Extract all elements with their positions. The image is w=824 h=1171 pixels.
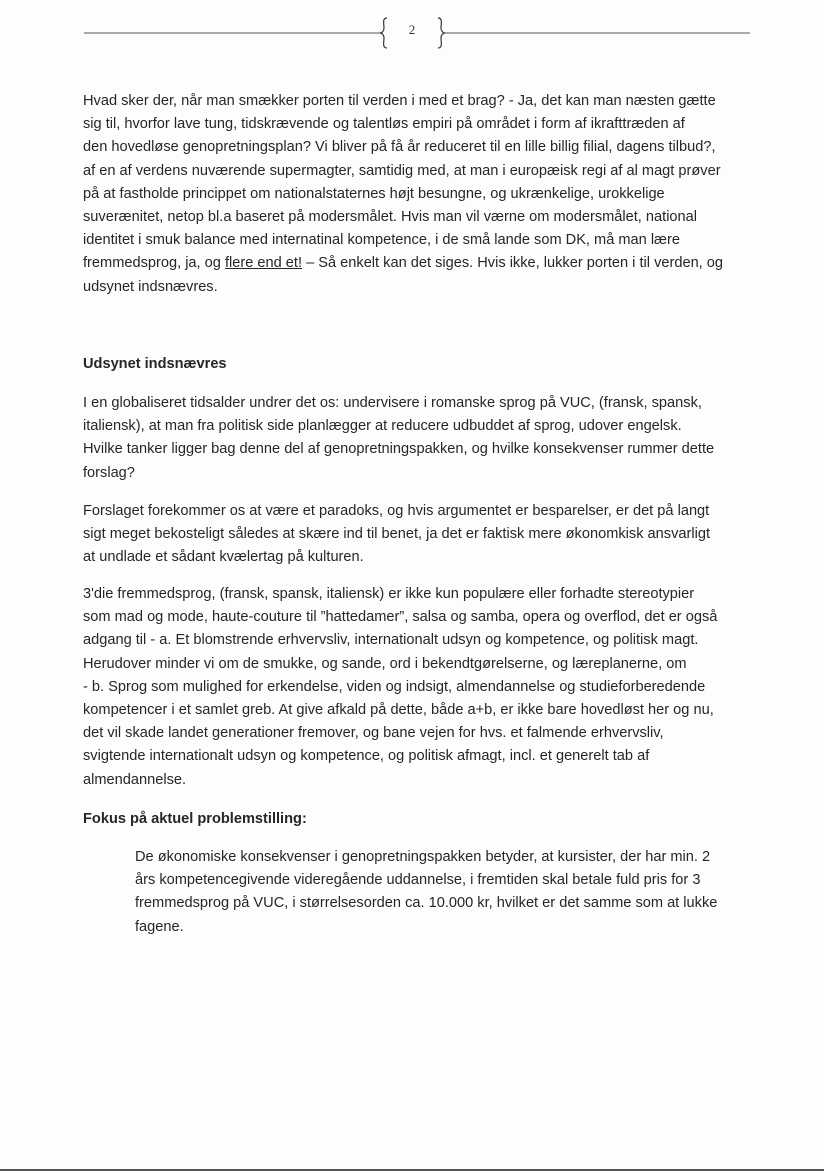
text-line: fremmedsprog på VUC, i størrelsesorden ca. 10.000 kr, hvilket er det samme som at lukke bbox=[135, 895, 718, 912]
text-line: suverænitet, netop bl.a baseret på modersmålet. Hvis man vil værne om modersmålet, national bbox=[83, 209, 698, 226]
text-line: fagene. bbox=[135, 918, 184, 935]
text-line: De økonomiske konsekvenser i genopretningspakken betyder, at kursister, der har min. 2 bbox=[135, 849, 711, 865]
text-segment: – Så enkelt kan det siges. Hvis ikke, lukker porten i til verden, og bbox=[302, 255, 724, 272]
page-number: 2 bbox=[408, 22, 416, 37]
text-line: italiensk), at man fra politisk side planlægger at reducere udbuddet af sprog, udover engelsk. bbox=[83, 418, 682, 435]
underlined-phrase: flere end et! bbox=[224, 255, 303, 272]
text-line: det vil skade landet generationer fremover, og bane vejen for hvs. et falmende erhvervsliv, bbox=[83, 725, 664, 742]
paragraph-2 bbox=[83, 392, 758, 485]
section-heading: Fokus på aktuel problemstilling: bbox=[83, 811, 307, 827]
text-line: kompetencer i et samlet greb. At give afkald på dette, både a+b, er ikke bare hovedløst her og nu, bbox=[83, 702, 714, 719]
paragraph-5 bbox=[135, 846, 755, 939]
page-header bbox=[84, 14, 750, 54]
text-line: 3'die fremmedsprog, (fransk, spansk, italiensk) er ikke kun populære eller forhadte stereotypier bbox=[83, 586, 695, 602]
text-line: Herudover minder vi om de smukke, og sande, ord i bekendtgørelserne, og læreplanerne, om bbox=[83, 655, 687, 672]
text-line: svigtende internationalt udsyn og kompetence, og politisk afmagt, incl. et generelt tab af bbox=[83, 748, 650, 765]
text-line: års kompetencegivende videregående uddannelse, i fremtiden skal betale fuld pris for 3 bbox=[135, 872, 701, 889]
text-line: sig til, hvorfor lave tung, tidskrævende og talentløs empiri på området i form af ikrafttræden af bbox=[83, 116, 685, 133]
text-line: Forslaget forekommer os at være et paradoks, og hvis argumentet er besparelser, er det på langt bbox=[83, 503, 710, 519]
section-heading: Udsynet indsnævres bbox=[83, 356, 227, 372]
text-line: adgang til - a. Et blomstrende erhvervsliv, internationalt udsyn og kompetence, og politisk magt. bbox=[83, 632, 699, 649]
text-line: - b. Sprog som mulighed for erkendelse, viden og indsigt, almendannelse og studieforberedende bbox=[83, 678, 706, 695]
text-line: på at fastholde princippet om nationalstaternes højt besungne, og ukrænkelige, urokkelige bbox=[83, 185, 665, 202]
text-line: som mad og mode, haute-couture til ”hattedamer”, salsa og samba, opera og overflod, det er også bbox=[83, 609, 718, 626]
paragraph-4 bbox=[83, 583, 758, 792]
text-line: sigt meget bekosteligt således at skære ind til benet, ja det er faktisk mere økonomkisk ansvarligt bbox=[83, 526, 711, 543]
text-line: Hvad sker der, når man smækker porten til verden i med et brag? - Ja, det kan man næsten gætte bbox=[83, 93, 716, 109]
text-line: af en af verdens nuværende supermagter, samtidig med, at man i europæisk regi af al magt prøver bbox=[83, 162, 721, 179]
text-line: forslag? bbox=[83, 464, 135, 481]
text-line: I en globaliseret tidsalder undrer det os: undervisere i romanske sprog på VUC, (fransk, spansk, bbox=[83, 395, 702, 411]
text-line bbox=[83, 252, 758, 275]
text-line: at undlade et sådant kvælertag på kulturen. bbox=[83, 549, 364, 566]
text-line: almendannelse. bbox=[83, 771, 187, 788]
text-segment: fremmedsprog, ja, og bbox=[83, 255, 225, 272]
intro-paragraph bbox=[83, 90, 758, 299]
text-line: Hvilke tanker ligger bag denne del af genopretningspakken, og hvilke konsekvenser rummer dette bbox=[83, 441, 715, 458]
text-line: udsynet indsnævres. bbox=[83, 278, 218, 295]
text-line: den hovedløse genopretningsplan? Vi bliver på få år reduceret til en lille billig filial, dagens tilbud?, bbox=[83, 139, 716, 156]
text-line: identitet i smuk balance med internatinal kompetence, i de små lande som DK, må man lære bbox=[83, 232, 681, 249]
paragraph-3 bbox=[83, 500, 758, 570]
